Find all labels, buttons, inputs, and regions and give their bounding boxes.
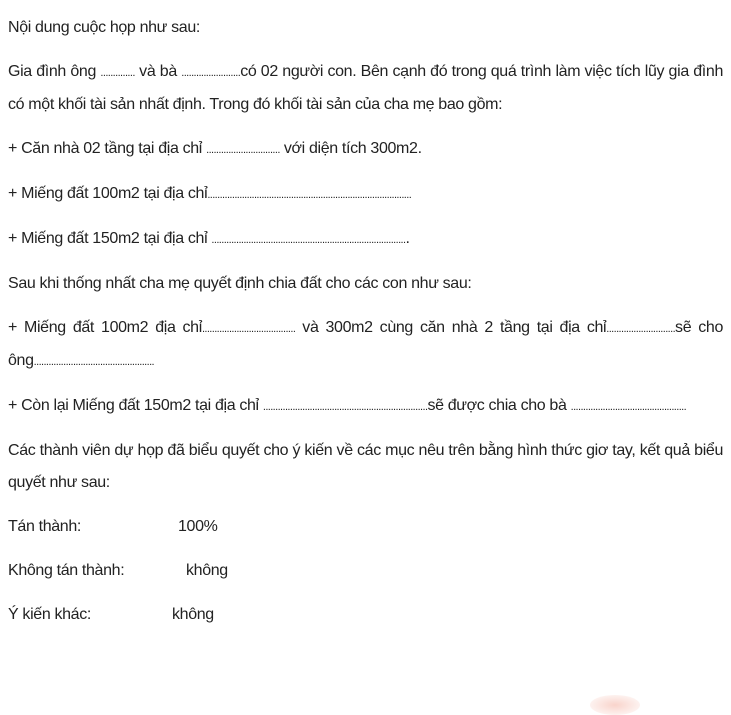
vote-value: không <box>186 562 228 579</box>
text: . <box>405 230 410 247</box>
text: + Còn lại Miếng đất 150m2 tại địa chỉ <box>8 397 263 414</box>
text: với diện tích 300m2. <box>279 140 422 157</box>
vote-label: Tán thành: <box>8 518 82 535</box>
decorative-glow <box>590 695 640 715</box>
vote-value: không <box>172 606 214 623</box>
blank-husband: .............. <box>100 67 135 79</box>
blank: ............................................... <box>570 401 687 413</box>
asset-house <box>8 133 723 166</box>
heading: Nội dung cuộc họp như sau: <box>8 19 200 36</box>
blank: ...................................... <box>201 323 296 335</box>
blank: ................................................................... <box>262 401 428 413</box>
asset-land-100 <box>8 178 723 211</box>
family-paragraph <box>8 56 723 121</box>
text: + Miếng đất 150m2 tại địa chỉ <box>8 230 212 247</box>
vote-other <box>8 599 723 631</box>
split-1 <box>8 312 723 378</box>
text: có 02 người con. Bên cạnh đó trong quá trình làm việc tích lũy gia đình có một khối tài sản nhất định. Trong đó khối tài sản của cha mẹ bao gồm: <box>8 63 723 113</box>
text: + Miếng đất 100m2 tại địa chỉ <box>8 185 208 202</box>
text: Gia đình ông <box>8 63 101 80</box>
vote-reject <box>8 555 723 587</box>
vote-label: Ý kiến khác: <box>8 606 91 623</box>
text: và bà <box>134 63 182 80</box>
text: và 300m2 cùng căn nhà 2 tầng tại địa chỉ <box>295 319 607 336</box>
vote-approve <box>8 511 723 543</box>
blank: ............................ <box>606 323 676 335</box>
decision-intro: Sau khi thống nhất cha mẹ quyết định chia đất cho các con như sau: <box>8 275 472 292</box>
text: sẽ được chia cho bà <box>427 397 571 414</box>
blank: ................................................. <box>33 356 155 368</box>
split-2 <box>8 390 723 423</box>
blank-wife: ........................ <box>181 67 241 79</box>
text: sẽ cho ông <box>8 319 723 369</box>
blank-address: ................................................................................... <box>207 189 412 201</box>
meeting-minutes <box>8 12 723 643</box>
vote-intro: Các thành viên dự họp đã biểu quyết cho ý kiến về các mục nêu trên bằng hình thức giơ tay, kết quả biểu quyết như sau: <box>8 442 723 491</box>
text: + Căn nhà 02 tầng tại địa chỉ <box>8 140 207 157</box>
blank-address: .............................. <box>206 144 280 156</box>
asset-land-150 <box>8 223 723 256</box>
vote-label: Không tán thành: <box>8 562 125 579</box>
vote-value: 100% <box>178 518 218 535</box>
text: + Miếng đất 100m2 địa chỉ <box>8 319 202 336</box>
blank-address: ............................................................................... <box>211 234 406 246</box>
